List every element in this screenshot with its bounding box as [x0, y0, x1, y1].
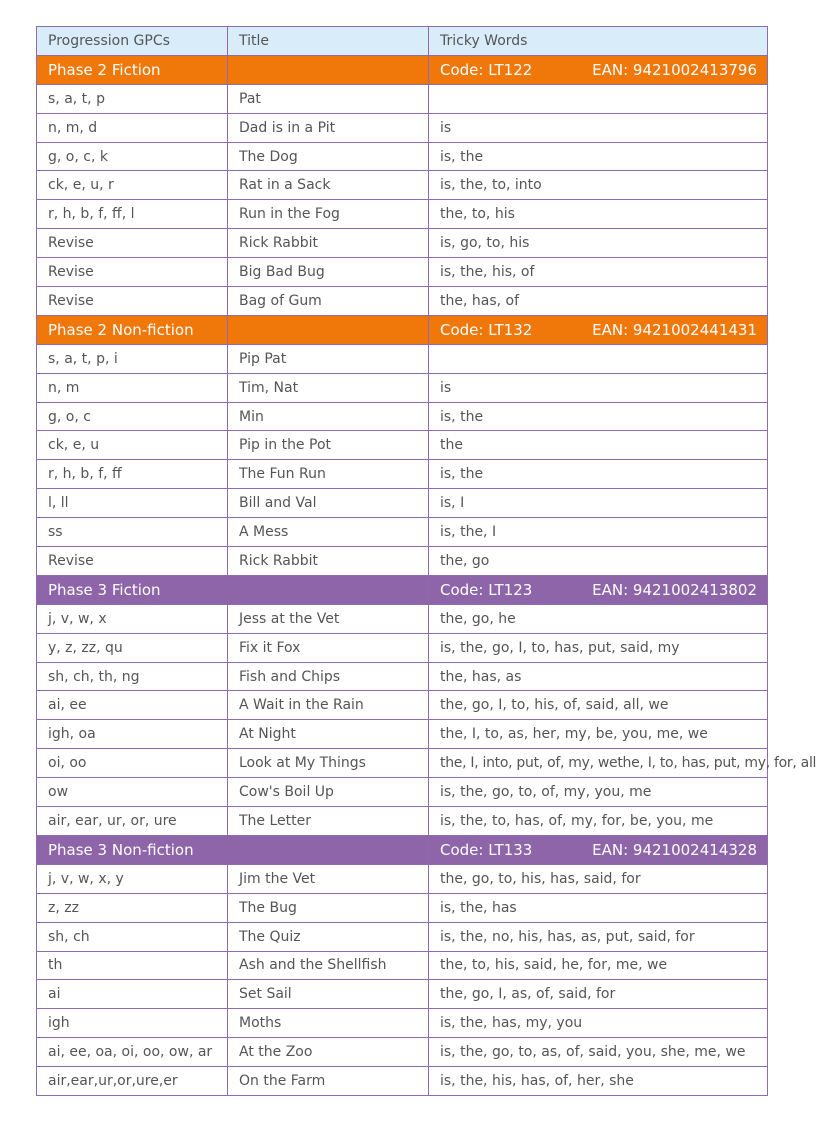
gpcs-cell: s, a, t, p — [37, 84, 228, 113]
tricky-words-cell: is, the, his, has, of, her, she — [429, 1067, 768, 1096]
table-row — [37, 1067, 768, 1096]
phonics-progression-table — [36, 26, 816, 1096]
gpcs-cell: r, h, b, f, ff — [37, 460, 228, 489]
tricky-words-cell: is, the, has, my, you — [429, 1009, 768, 1038]
table-row — [37, 951, 768, 980]
gpcs-cell: n, m — [37, 373, 228, 402]
gpcs-cell: air,ear,ur,or,ure,er — [37, 1067, 228, 1096]
tricky-words-cell: the, to, his — [429, 200, 768, 229]
table-row — [37, 691, 768, 720]
gpcs-cell: ss — [37, 518, 228, 547]
section-meta-cell — [429, 55, 768, 84]
tricky-words-cell: the, go, I, to, his, of, said, all, we — [429, 691, 768, 720]
tricky-words-cell: is, the, to, has, of, my, for, be, you, me — [429, 807, 768, 836]
title-cell: Ash and the Shellfish — [228, 951, 429, 980]
tricky-words-cell: is, the — [429, 460, 768, 489]
table-row — [37, 604, 768, 633]
tricky-words-cell: is — [429, 373, 768, 402]
gpcs-cell: Revise — [37, 287, 228, 316]
title-cell: Pip Pat — [228, 344, 429, 373]
gpcs-cell: n, m, d — [37, 113, 228, 142]
title-cell: The Fun Run — [228, 460, 429, 489]
title-cell: Set Sail — [228, 980, 429, 1009]
gpcs-cell: Revise — [37, 547, 228, 576]
table-row — [37, 229, 768, 258]
table-row — [37, 402, 768, 431]
table-row — [37, 287, 768, 316]
gpcs-cell: igh — [37, 1009, 228, 1038]
table-row — [37, 720, 768, 749]
tricky-words-cell: the, has, as — [429, 662, 768, 691]
title-cell: A Wait in the Rain — [228, 691, 429, 720]
header-title: Title — [228, 27, 429, 56]
section-empty-cell — [228, 315, 429, 344]
table-row — [37, 922, 768, 951]
table-row — [37, 778, 768, 807]
tricky-words-cell: is, the — [429, 402, 768, 431]
section-empty-cell — [228, 55, 429, 84]
table-row — [37, 431, 768, 460]
section-title: Phase 2 Non-fiction — [37, 315, 228, 344]
table-row — [37, 518, 768, 547]
gpcs-cell: z, zz — [37, 893, 228, 922]
gpcs-cell: ai — [37, 980, 228, 1009]
section-meta-cell — [429, 835, 768, 864]
title-cell: The Letter — [228, 807, 429, 836]
title-cell: The Dog — [228, 142, 429, 171]
tricky-words-cell — [429, 84, 768, 113]
gpcs-cell: Revise — [37, 258, 228, 287]
gpcs-cell: g, o, c — [37, 402, 228, 431]
gpcs-cell: g, o, c, k — [37, 142, 228, 171]
title-cell: Fix it Fox — [228, 633, 429, 662]
header-gpcs: Progression GPCs — [37, 27, 228, 56]
tricky-words-cell: the, I, to, as, her, my, be, you, me, we — [429, 720, 768, 749]
tricky-words-cell: is, the — [429, 142, 768, 171]
tricky-words-cell: is, the, go, I, to, has, put, said, my — [429, 633, 768, 662]
tricky-words-cell: the — [429, 431, 768, 460]
title-cell: Pat — [228, 84, 429, 113]
title-cell: At the Zoo — [228, 1038, 429, 1067]
gpcs-cell: sh, ch — [37, 922, 228, 951]
table-row — [37, 893, 768, 922]
tricky-words-cell: is, the, to, into — [429, 171, 768, 200]
gpcs-cell: ow — [37, 778, 228, 807]
table-row — [37, 864, 768, 893]
ean-code: EAN: 9421002413796 — [592, 60, 757, 79]
gpcs-cell: ck, e, u — [37, 431, 228, 460]
section-title: Phase 3 Non-fiction — [37, 835, 429, 864]
product-code: Code: LT133 — [440, 840, 533, 859]
section-header-row — [37, 315, 768, 344]
tricky-words-cell: is, the, go, to, of, my, you, me — [429, 778, 768, 807]
title-cell: The Bug — [228, 893, 429, 922]
table-row — [37, 807, 768, 836]
product-code: Code: LT122 — [440, 60, 533, 79]
tricky-words-cell — [429, 344, 768, 373]
table-row — [37, 258, 768, 287]
title-cell: Jim the Vet — [228, 864, 429, 893]
table-row — [37, 200, 768, 229]
tricky-words-cell: is, the, I — [429, 518, 768, 547]
title-cell: Fish and Chips — [228, 662, 429, 691]
title-cell: Big Bad Bug — [228, 258, 429, 287]
gpcs-cell: r, h, b, f, ff, l — [37, 200, 228, 229]
title-cell: A Mess — [228, 518, 429, 547]
table-row — [37, 633, 768, 662]
title-cell: Look at My Things — [228, 749, 429, 778]
gpcs-cell: sh, ch, th, ng — [37, 662, 228, 691]
table-row — [37, 373, 768, 402]
section-header-row — [37, 835, 768, 864]
title-cell: Pip in the Pot — [228, 431, 429, 460]
title-cell: Bag of Gum — [228, 287, 429, 316]
title-cell: At Night — [228, 720, 429, 749]
gpcs-cell: j, v, w, x — [37, 604, 228, 633]
table-row — [37, 980, 768, 1009]
title-cell: The Quiz — [228, 922, 429, 951]
tricky-words-cell: the, has, of — [429, 287, 768, 316]
title-cell: Rick Rabbit — [228, 229, 429, 258]
tricky-words-cell: is, the, no, his, has, as, put, said, for — [429, 922, 768, 951]
title-cell: Bill and Val — [228, 489, 429, 518]
tricky-words-cell: the, go — [429, 547, 768, 576]
table-row — [37, 171, 768, 200]
table-row — [37, 1038, 768, 1067]
gpcs-cell: j, v, w, x, y — [37, 864, 228, 893]
tricky-words-cell: is, the, his, of — [429, 258, 768, 287]
tricky-words-cell: the, go, to, his, has, said, for — [429, 864, 768, 893]
gpcs-cell: ck, e, u, r — [37, 171, 228, 200]
gpcs-cell: s, a, t, p, i — [37, 344, 228, 373]
table-row — [37, 662, 768, 691]
table-row — [37, 460, 768, 489]
section-title: Phase 2 Fiction — [37, 55, 228, 84]
product-code: Code: LT132 — [440, 320, 533, 339]
title-cell: Jess at the Vet — [228, 604, 429, 633]
gpcs-cell: oi, oo — [37, 749, 228, 778]
section-meta-cell — [429, 575, 768, 604]
gpcs-cell: l, ll — [37, 489, 228, 518]
title-cell: Rat in a Sack — [228, 171, 429, 200]
tricky-words-cell: is, the, has — [429, 893, 768, 922]
table-row — [37, 489, 768, 518]
table-row — [37, 84, 768, 113]
section-meta-cell — [429, 315, 768, 344]
title-cell: Run in the Fog — [228, 200, 429, 229]
tricky-words-cell: is, I — [429, 489, 768, 518]
tricky-words-cell: the, go, I, as, of, said, for — [429, 980, 768, 1009]
title-cell: Dad is in a Pit — [228, 113, 429, 142]
title-cell: Rick Rabbit — [228, 547, 429, 576]
gpcs-cell: igh, oa — [37, 720, 228, 749]
ean-code: EAN: 9421002441431 — [592, 320, 757, 339]
title-cell: On the Farm — [228, 1067, 429, 1096]
table-row — [37, 547, 768, 576]
gpcs-cell: y, z, zz, qu — [37, 633, 228, 662]
gpcs-cell: ai, ee, oa, oi, oo, ow, ar — [37, 1038, 228, 1067]
title-cell: Min — [228, 402, 429, 431]
gpcs-cell: th — [37, 951, 228, 980]
section-title: Phase 3 Fiction — [37, 575, 429, 604]
tricky-words-cell: is — [429, 113, 768, 142]
ean-code: EAN: 9421002414328 — [592, 840, 757, 859]
title-cell: Moths — [228, 1009, 429, 1038]
table-row — [37, 749, 768, 778]
table-row — [37, 113, 768, 142]
section-header-row — [37, 575, 768, 604]
gpcs-cell: air, ear, ur, or, ure — [37, 807, 228, 836]
section-header-row — [37, 55, 768, 84]
ean-code: EAN: 9421002413802 — [592, 580, 757, 599]
table-row — [37, 1009, 768, 1038]
gpcs-cell: ai, ee — [37, 691, 228, 720]
title-cell: Tim, Nat — [228, 373, 429, 402]
product-code: Code: LT123 — [440, 580, 533, 599]
tricky-words-cell: the, to, his, said, he, for, me, we — [429, 951, 768, 980]
tricky-words-cell: is, the, go, to, as, of, said, you, she, me, we — [429, 1038, 768, 1067]
title-cell: Cow's Boil Up — [228, 778, 429, 807]
table-row — [37, 142, 768, 171]
tricky-words-cell: the, I, into, put, of, my, wethe, I, to, has, put, my, for, all — [429, 749, 768, 778]
table-row — [37, 344, 768, 373]
gpcs-cell: Revise — [37, 229, 228, 258]
tricky-words-cell: the, go, he — [429, 604, 768, 633]
header-row — [37, 27, 768, 56]
tricky-words-cell: is, go, to, his — [429, 229, 768, 258]
header-tricky-words: Tricky Words — [429, 27, 768, 56]
